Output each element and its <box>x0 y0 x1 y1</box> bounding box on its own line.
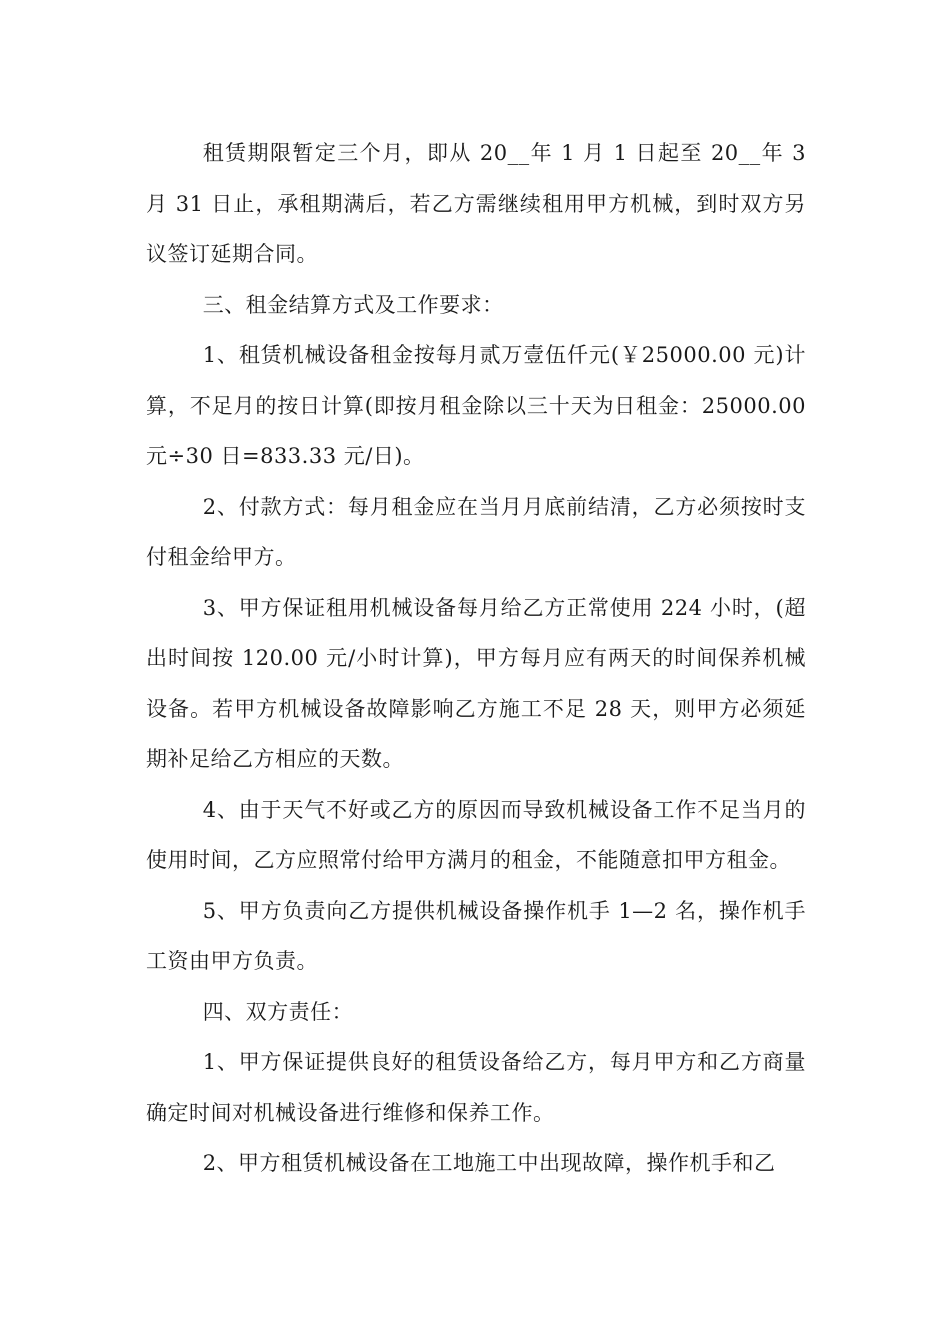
paragraph-weather-clause: 4、由于天气不好或乙方的原因而导致机械设备工作不足当月的使用时间，乙方应照常付给甲方满月的租金，不能随意扣甲方租金。 <box>146 797 806 872</box>
document-page <box>146 128 806 1189</box>
section-heading-rent-settlement: 三、租金结算方式及工作要求： <box>202 292 504 317</box>
paragraph-payment-method: 2、付款方式：每月租金应在当月月底前结清，乙方必须按时支付租金给甲方。 <box>146 494 806 569</box>
paragraph-maintenance: 1、甲方保证提供良好的租赁设备给乙方，每月甲方和乙方商量确定时间对机械设备进行维修和保养工作。 <box>146 1050 806 1125</box>
paragraph-lease-term: 租赁期限暂定三个月，即从 20__年 1 月 1 日起至 20__年 3 月 31 日止，承租期满后，若乙方需继续租用甲方机械，到时双方另议签订延期合同。 <box>146 141 806 266</box>
paragraph-malfunction: 2、甲方租赁机械设备在工地施工中出现故障，操作机手和乙 <box>202 1151 776 1175</box>
section-heading-responsibilities: 四、双方责任： <box>202 999 354 1024</box>
paragraph-usage-hours: 3、甲方保证租用机械设备每月给乙方正常使用 224 小时，(超出时间按 120.00 元/小时计算)，甲方每月应有两天的时间保养机械设备。若甲方机械设备故障影响乙方施工不足 28 天，则甲方必须延期补足给乙方相应的天数。 <box>146 595 806 771</box>
paragraph-operators: 5、甲方负责向乙方提供机械设备操作机手 1—2 名，操作机手工资由甲方负责。 <box>146 898 806 973</box>
paragraph-rent-amount: 1、租赁机械设备租金按每月贰万壹伍仟元(￥25000.00 元)计算，不足月的按日计算(即按月租金除以三十天为日租金：25000.00 元÷30 日=833.33 元/日)。 <box>146 343 806 468</box>
